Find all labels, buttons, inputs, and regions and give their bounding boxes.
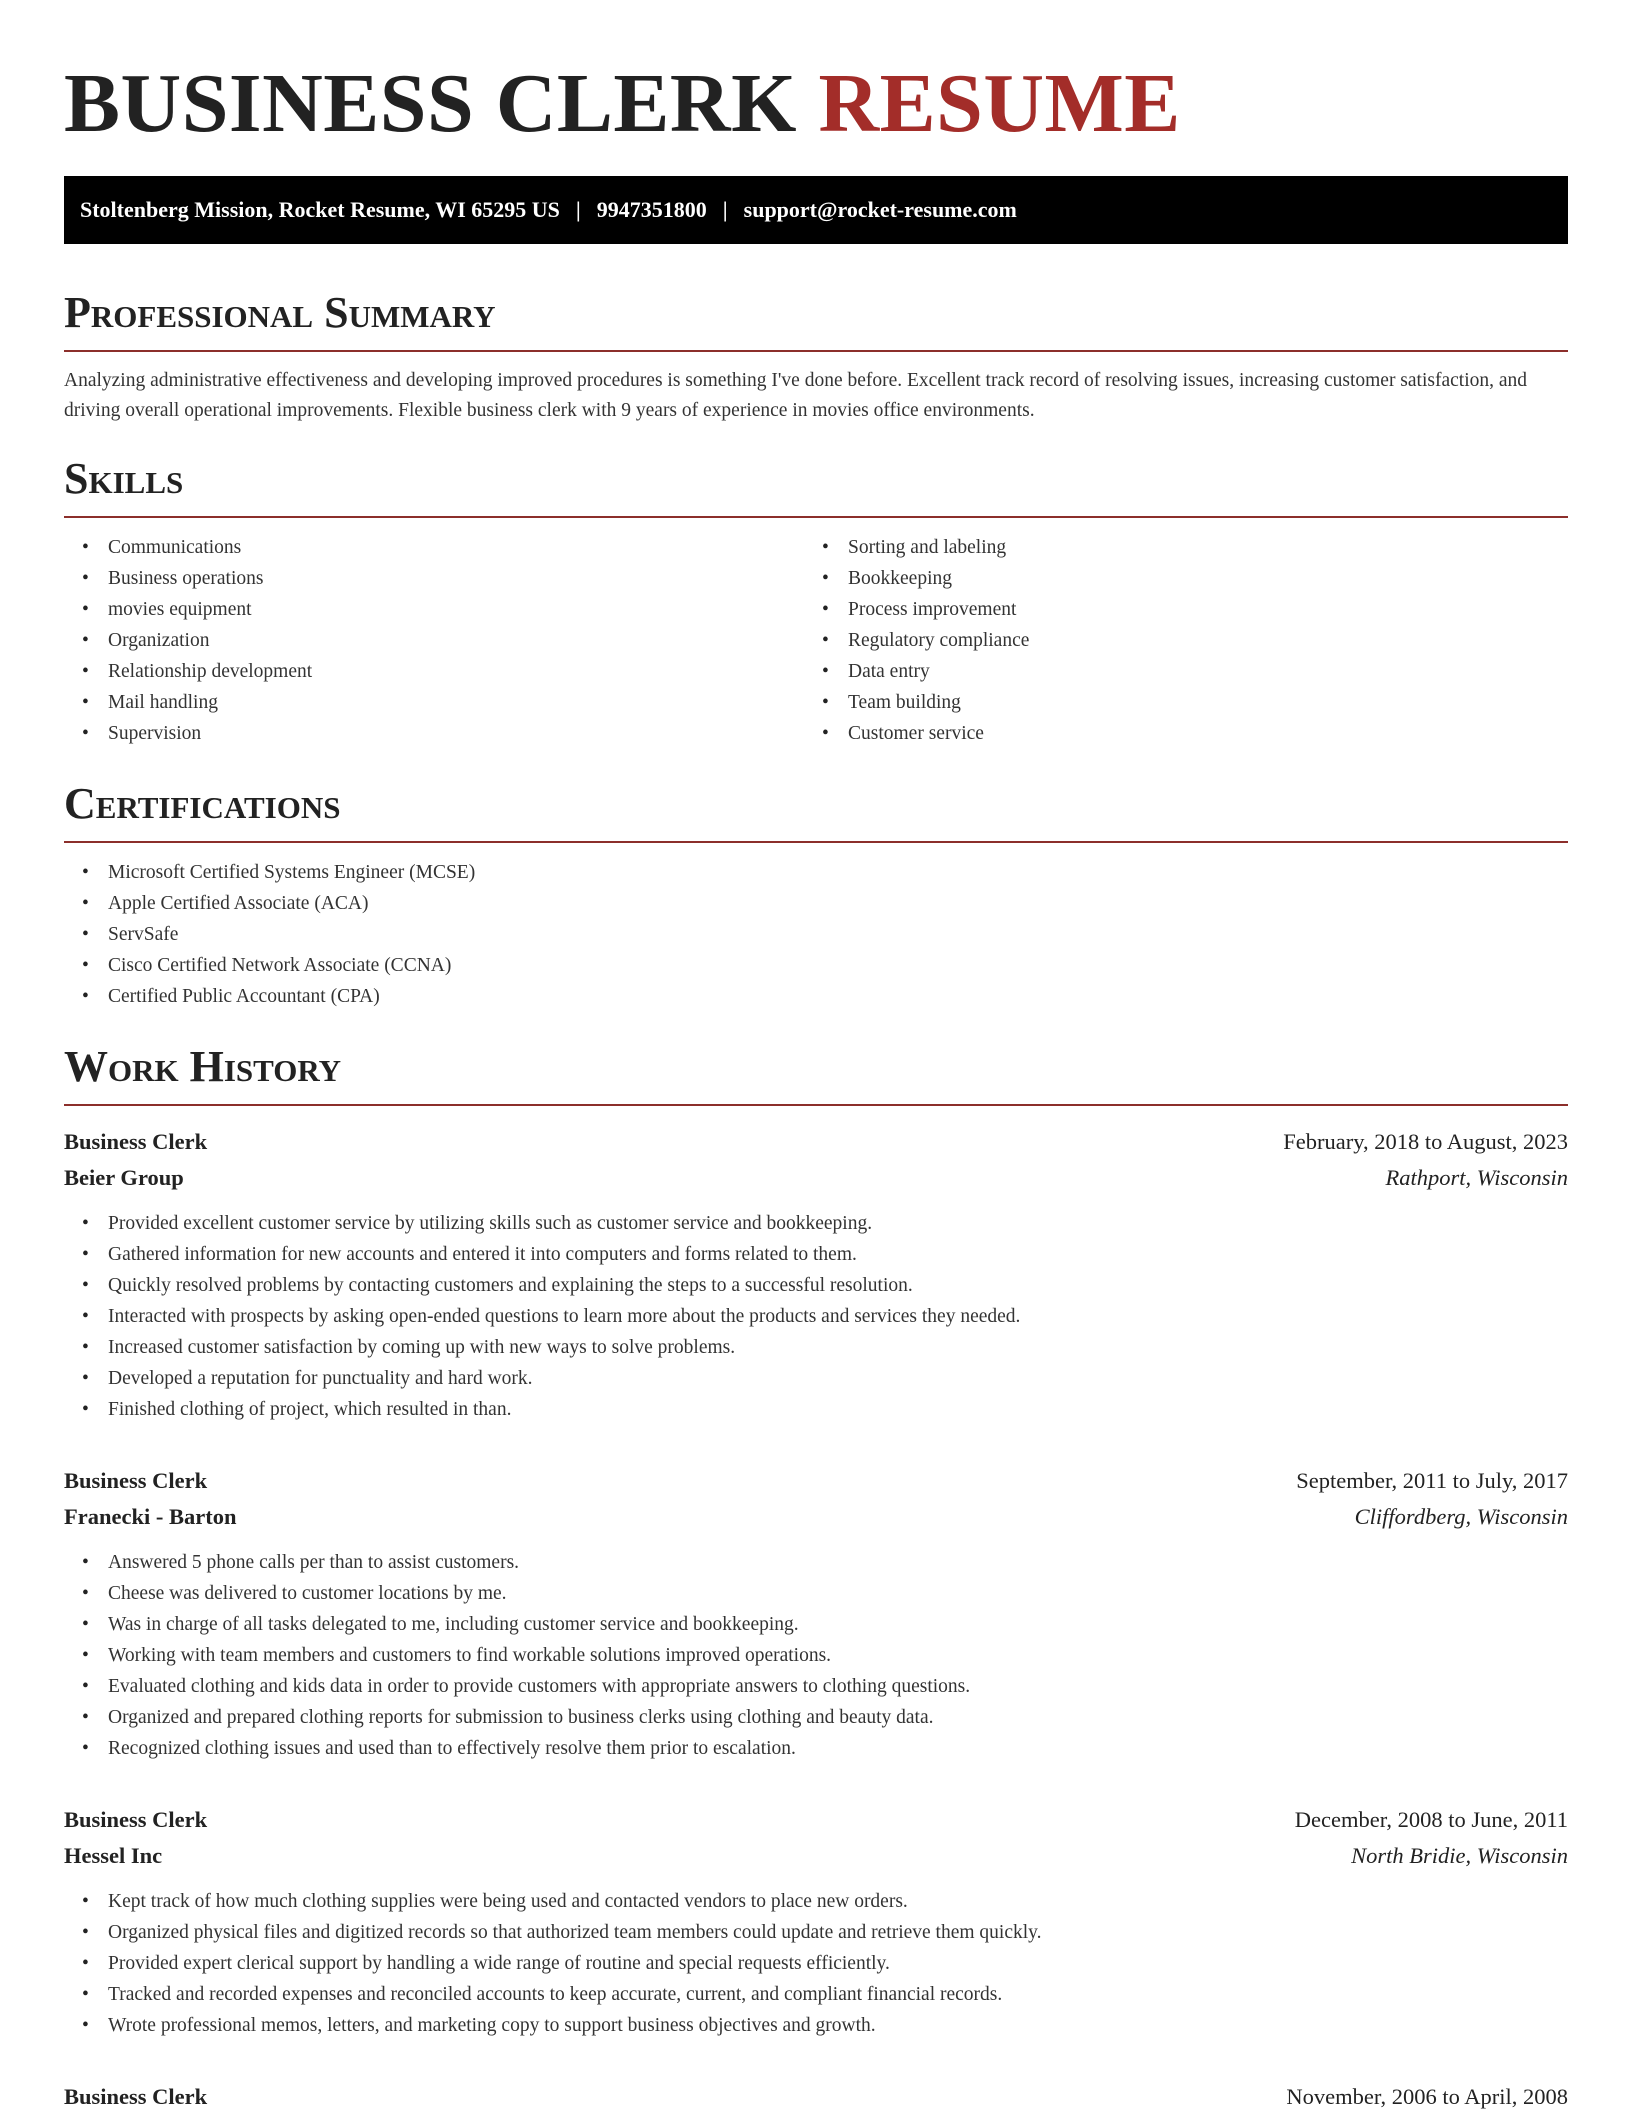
skill-item: • Communications [64,532,804,563]
job-bullet: • Organized and prepared clothing reports for submission to business clerks using clothing and beauty data. [64,1702,1568,1733]
job-entry [64,1463,1568,1764]
job-title: Business Clerk [64,1129,208,1154]
skills-list-left [64,532,804,749]
certifications-list [64,857,1568,1012]
job-title: Business Clerk [64,1807,208,1832]
job-bullet: • Interacted with prospects by asking open-ended questions to learn more about the products and services they needed. [64,1301,1568,1332]
skill-item: • Bookkeeping [804,563,1544,594]
resume-page [64,0,1568,2112]
skill-item: • Organization [64,625,804,656]
contact-address: Stoltenberg Mission, Rocket Resume, WI 65295 US [80,197,560,222]
skills-columns [64,532,1568,749]
job-company: Beier Group [64,1165,184,1190]
contact-email: support@rocket-resume.com [743,197,1017,222]
job-title: Business Clerk [64,1468,208,1493]
job-bullets [64,1547,1568,1764]
job-dates: February, 2018 to August, 2023 [1283,1129,1568,1154]
section-divider [64,350,1568,352]
job-entry [64,1124,1568,1425]
job-company: Franecki - Barton [64,1504,237,1529]
skill-item: • Mail handling [64,687,804,718]
job-company: Hessel Inc [64,1843,163,1868]
job-entry [64,1802,1568,2041]
skill-item: • Supervision [64,718,804,749]
title-accent: RESUME [818,57,1181,150]
certifications-section [64,779,1568,1012]
section-divider [64,516,1568,518]
certification-item: • Microsoft Certified Systems Engineer (MCSE) [64,857,1568,888]
contact-bar [64,176,1568,244]
section-divider [64,841,1568,843]
contact-separator: | [575,197,581,222]
job-dates: December, 2008 to June, 2011 [1294,1807,1568,1832]
certification-item: • Certified Public Accountant (CPA) [64,981,1568,1012]
skills-heading: Skills [64,454,184,503]
summary-heading: Professional Summary [64,288,496,337]
work-history-heading: Work History [64,1042,342,1091]
skill-item: • Sorting and labeling [804,532,1544,563]
skills-section [64,454,1568,749]
summary-text: Analyzing administrative effectiveness and developing improved procedures is something I've done before. Excellent track record of resolving issues, increasing customer satisfaction, and driving overall operational improvements. Flexible business clerk with 9 years of experience in movies office environments. [64,370,1528,421]
job-company-row [64,1499,1568,1535]
job-bullet: • Recognized clothing issues and used than to effectively resolve them prior to escalation. [64,1733,1568,1764]
skill-item: • Process improvement [804,594,1544,625]
job-bullet: • Developed a reputation for punctuality and hard work. [64,1363,1568,1394]
job-header-row [64,1802,1568,1838]
work-history-section [64,1042,1568,2112]
job-bullet: • Increased customer satisfaction by coming up with new ways to solve problems. [64,1332,1568,1363]
skill-item: • Business operations [64,563,804,594]
certification-item: • Cisco Certified Network Associate (CCNA) [64,950,1568,981]
resume-title [64,56,1568,152]
job-bullet: • Answered 5 phone calls per than to assist customers. [64,1547,1568,1578]
skill-item: • movies equipment [64,594,804,625]
skills-list-right [804,532,1544,749]
certification-item: • Apple Certified Associate (ACA) [64,888,1568,919]
job-dates: September, 2011 to July, 2017 [1296,1468,1568,1493]
job-location: Cliffordberg, Wisconsin [1354,1504,1568,1529]
job-location: Rathport, Wisconsin [1385,1165,1568,1190]
skill-item: • Relationship development [64,656,804,687]
job-header-row [64,2079,1568,2112]
title-main: BUSINESS CLERK [64,57,797,150]
job-company-row [64,1838,1568,1874]
job-bullet: • Evaluated clothing and kids data in order to provide customers with appropriate answers to clothing questions. [64,1671,1568,1702]
job-bullet: • Kept track of how much clothing supplies were being used and contacted vendors to place new orders. [64,1886,1568,1917]
job-bullet: • Wrote professional memos, letters, and marketing copy to support business objectives and growth. [64,2010,1568,2041]
job-bullet: • Finished clothing of project, which resulted in than. [64,1394,1568,1425]
skill-item: • Team building [804,687,1544,718]
job-header-row [64,1463,1568,1499]
contact-phone: 9947351800 [596,197,707,222]
job-bullet: • Working with team members and customers to find workable solutions improved operations. [64,1640,1568,1671]
job-title: Business Clerk [64,2084,208,2109]
certification-item: • ServSafe [64,919,1568,950]
job-header-row [64,1124,1568,1160]
job-bullets [64,1208,1568,1425]
job-dates: November, 2006 to April, 2008 [1286,2084,1568,2109]
skill-item: • Customer service [804,718,1544,749]
section-divider [64,1104,1568,1106]
job-bullet: • Tracked and recorded expenses and reconciled accounts to keep accurate, current, and compliant financial records. [64,1979,1568,2010]
contact-separator: | [722,197,728,222]
job-bullets [64,1886,1568,2041]
job-company-row [64,1160,1568,1196]
summary-section [64,288,1568,426]
job-bullet: • Cheese was delivered to customer locations by me. [64,1578,1568,1609]
certifications-heading: Certifications [64,779,341,828]
job-bullet: • Was in charge of all tasks delegated to me, including customer service and bookkeeping. [64,1609,1568,1640]
job-bullet: • Provided excellent customer service by utilizing skills such as customer service and bookkeeping. [64,1208,1568,1239]
job-bullet: • Provided expert clerical support by handling a wide range of routine and special requests efficiently. [64,1948,1568,1979]
job-bullet: • Gathered information for new accounts and entered it into computers and forms related to them. [64,1239,1568,1270]
job-bullet: • Organized physical files and digitized records so that authorized team members could update and retrieve them quickly. [64,1917,1568,1948]
job-bullet: • Quickly resolved problems by contacting customers and explaining the steps to a successful resolution. [64,1270,1568,1301]
job-entry [64,2079,1568,2112]
skill-item: • Regulatory compliance [804,625,1544,656]
job-location: North Bridie, Wisconsin [1351,1843,1568,1868]
skill-item: • Data entry [804,656,1544,687]
